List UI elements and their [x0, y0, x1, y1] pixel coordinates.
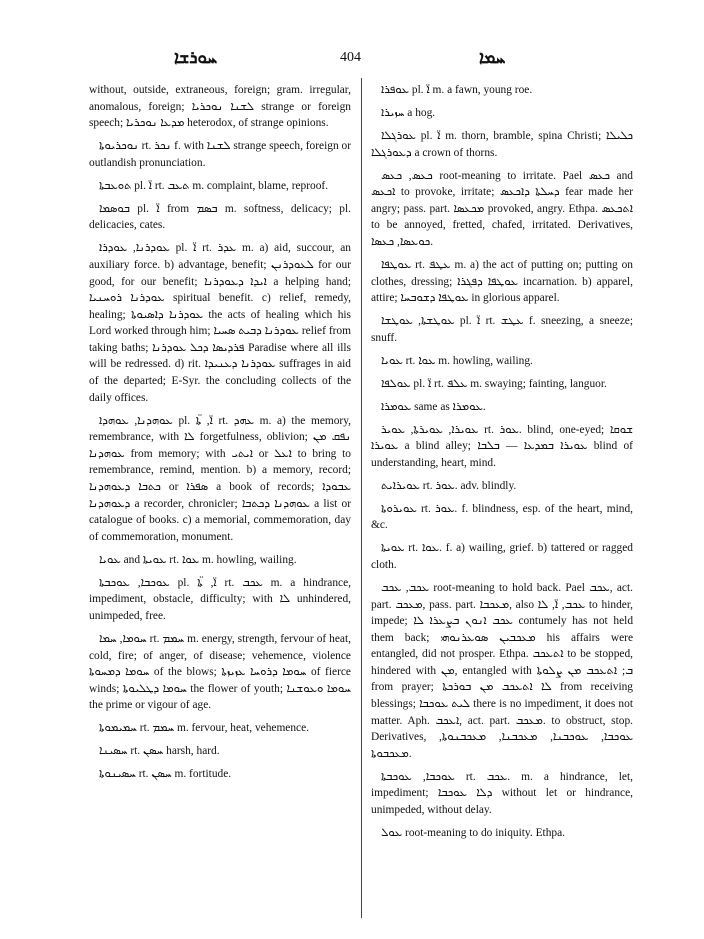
- column-divider: [361, 78, 362, 918]
- dictionary-entry: ܥܘܠ root-meaning to do iniquity. Ethpa.: [381, 827, 566, 840]
- dictionary-entry: ܥܘܟܒܐ, ܥܘܟܒܬܐ rt. ܥܟܒ. m. a hindrance, let, impediment; ܕܠܐ ܥܘܟܒܐ without let or hindrance, unimpeded, without delay.: [371, 770, 633, 817]
- dictionary-entry: ܥܘܝܪܐ, ܥܘܝܪܬܐ, ܥܘܝܪ rt. ܥܘܪ. blind, one-eyed; ܫܘܩܐ ܥܘܝܪܐ a blind alley; ܥܘܝܪܐ ܒܡܕܥܐ — ܒܠܒܐ blind of understanding, heart, mind.: [371, 423, 633, 469]
- left-column: [89, 82, 351, 789]
- dictionary-entry: without, outside, extraneous, foreign; gram. irregular, anomalous, foreign; ܠܫܢܐ ܢܘܟܪܝܐ strange or foreign speech; ܡܕܥܐ ܢܘܟܪܝܐ heterodox, of strange opinions.: [89, 84, 351, 130]
- dictionary-entry: ܚܣܝܢܘܬܐ rt. ܚܣܢ m. fortitude.: [99, 768, 232, 781]
- right-column: [371, 82, 633, 848]
- dictionary-entry: ܚܙܝܪܐ a hog.: [381, 106, 436, 119]
- dictionary-entry: ܥܘܝܬܐ rt. ܥܘܐ. f. a) wailing, grief. b) tattered or ragged cloth.: [371, 542, 633, 571]
- dictionary-entry: ܟܥܣ, ܟܥܣ root-meaning to irritate. Pael ܟܥܣ and ܐܟܥܣ to provoke, irritate; ܕܚܠܬܐ ܕܐܟܥܣ fear made her angry; pass. part. ܡܟܥܣܐ provoked, angry. Ethpa. ܐܬܟܥܣ to be annoyed, fretted, chafed, irritated. Derivatives, ܟܘܥܣܐ, ܟܥܣܐ.: [371, 169, 633, 248]
- dictionary-entry: ܬܘܥܒܬܐ pl. ܐ̈ rt. ܬܥܒ m. complaint, blame, reproof.: [99, 179, 329, 192]
- page-header: [0, 48, 704, 72]
- dictionary-entry: ܚܣܝܢܐ rt. ܚܣܢ harsh, hard.: [99, 745, 220, 758]
- dictionary-entry: ܥܘܪܓܠܐ pl. ܐ̈ m. thorn, bramble, spina Christi; ܟܠܝܠܐ ܕܥܘܪܓܠܐ a crown of thorns.: [371, 129, 633, 159]
- dictionary-entry: ܢܘܟܪܝܘܬܐ rt. ܢܟܪ f. with ܠܫܢܐ strange speech, foreign or outlandish pronunciation.: [89, 140, 351, 169]
- dictionary-entry: ܥܘܗܕܢܐ, ܥܘܗܕܐ pl. ܐ̈, ܬܐ̈ rt. ܥܗܕ m. a) the memory, remembrance, with ܠܐ forgetfulness, oblivion; ܢܦܩ ܡܢ ܥܘܗܕܢܐ from memory; with ܐܝܬܝ or ܐܥܠ to bring to remembrance, remind, mention. b) a memory, record; ܟܬܒܐ ܕܥܘܗܕܢܐ or ܣܦܪܐ a book of records; ܥܒܘܕܐ ܕܥܘܗܕܢܐ a recorder, chronicler; ܥܘܗܕܢܐ ܕܟܬܒܐ a list or catalogue of books. c) a memorial, commemoration, day of commemoration, monument.: [89, 414, 352, 543]
- dictionary-entry: ܥܘܡܪܐ same as ܥܘܡܪܐ.: [381, 400, 486, 413]
- dictionary-entry: ܥܘܠܦܐ pl. ܐ̈ rt. ܥܠܦ m. swaying; fainting, languor.: [381, 377, 607, 390]
- dictionary-entry: ܥܘܛܫܬܐ, ܥܘܛܫܐ pl. ܐ̈ rt. ܥܛܫ f. sneezing, a sneeze; snuff.: [371, 315, 633, 344]
- dictionary-entry: ܥܘܝܪܐܝܬ rt. ܥܘܪ. adv. blindly.: [381, 479, 517, 492]
- dictionary-entry: ܥܘܕܪܢܐ, ܥܘܕܪܐ pl. ܐ̈ rt. ܥܕܪ m. a) aid, succour, an auxiliary force. b) advantage, benefit; ܠܥܘܕܪܢܢ for our good, for our benefit; ܐܝܕܐ ܕܥܘܕܪܢܐ a helping hand; ܥܘܕܪܢܐ ܪܘܚܢܝܐ spiritual benefit. c) relief, remedy, healing; ܥܘܕܪܢܐ ܕܐܣܝܘܬܐ the acts of healing which his Lord worked through him; ܥܘܕܪܢܐ ܕܒܝܬ ܣܚܝܐ relief from taking baths; ܦܪܕܝܣܐ ܕܟܠ ܥܘܕܪܢܐ Paradise where all ills will be redressed. d) rit. ܥܘܕܪܢܐ ܕܥܢܝܕܐ suffrages in aid of the departed; E-Syr. the concluding collects of the daily offices.: [89, 242, 351, 404]
- page-number: 404: [340, 50, 361, 65]
- running-head-right: ܚܡܐ: [479, 48, 506, 68]
- dictionary-entry: ܒܘܣܡܐ pl. ܐ̈ from ܒܣܡ m. softness, delicacy; pl. delicacies, cates.: [89, 202, 352, 232]
- dictionary-entry: ܥܘܛܦܐ rt. ܥܛܦ m. a) the act of putting on; putting on clothes, dressing; ܥܘܛܦܐ ܕܦܓܪܐ incarnation. b) apparel, attire; ܥܘܛܦܐ ܕܫܘܒܚܐ in glorious apparel.: [371, 258, 634, 305]
- dictionary-entry: ܥܘܝܪܘܬܐ rt. ܥܘܪ. f. blindness, esp. of the heart, mind, &c.: [371, 502, 633, 532]
- dictionary-entry: ܥܘܝܐ and ܥܘܝܬܐ rt. ܥܘܐ m. howling, wailing.: [99, 553, 297, 566]
- dictionary-entry: ܥܘܟܒܐ, ܥܘܟܒܬܐ pl. ܐ̈, ܬܐ̈ rt. ܥܟܒ m. a hindrance, impediment, obstacle, difficulty; with ܠܐ unhindered, unimpeded, free.: [89, 576, 352, 622]
- dictionary-entry: ܚܡܝܡܘܬܐ rt. ܚܡܡ m. fervour, heat, vehemence.: [99, 722, 310, 735]
- running-head-left: ܚܘܪܫܐ: [174, 48, 218, 68]
- dictionary-entry: ܥܟܒ, ܥܟܒ root-meaning to hold back. Pael ܥܟܒ, act. part. ܡܥܟܒ, pass. part. ܡܥܟܒܐ, also ܥܟܒ, ܐ̈, ܠܐ to hinder, impede; ܥܟܒ ܐܢܘܢ ܒܨܥܪܐ ܠܐ contumely has not held them back; ܡܥܟܒܝܢ ܣܘܥܪܢܘܗܝ his affairs were entangled, did not prosper. Ethpa. ܐܬܥܟܒ to be stopped, hindered with ܡܢ, entangled with ܒ; ܐܬܥܟܒ ܡܢ ܨܠܘܬܐ from prayer; ܠܐ ܐܬܥܟܒ ܡܢ ܒܘܪܟܬܐ from receiving blessings; ܠܝܬ ܥܘܟܒܐ there is no impediment, it does not matter. Aph. ܐܥܟܒ, act. part. ܡܥܟܒ. to obstruct, stop. Derivatives, ܥܘܟܒܐ, ܥܘܟܒܢܐ, ܡܥܟܒܢܐ, ܡܥܟܒܢܘܬܐ, ܡܥܟܒܘܬܐ.: [371, 581, 634, 760]
- dictionary-entry: ܥܘܦܪܐ pl. ܐ̈ m. a fawn, young roe.: [381, 84, 533, 96]
- dictionary-entry: ܥܘܝܐ rt. ܥܘܐ m. howling, wailing.: [381, 354, 533, 367]
- dictionary-entry: ܚܘܡܐ, ܚܡܐ rt. ܚܡܡ m. energy, strength, fervour of heat, cold, fire; of anger, of disease; vehemence, violence ܚܘܡܐ ܕܡܚܘܬܐ of the blows; ܚܘܡܐ ܕܪܘܚܐ ܥܙܝܙܬܐ of fierce winds; ܚܘܡܐ ܕܛܠܝܘܬܐ the flower of youth; ܚܘܡܐ ܘܥܘܫܢܐ the prime or vigour of age.: [89, 632, 352, 712]
